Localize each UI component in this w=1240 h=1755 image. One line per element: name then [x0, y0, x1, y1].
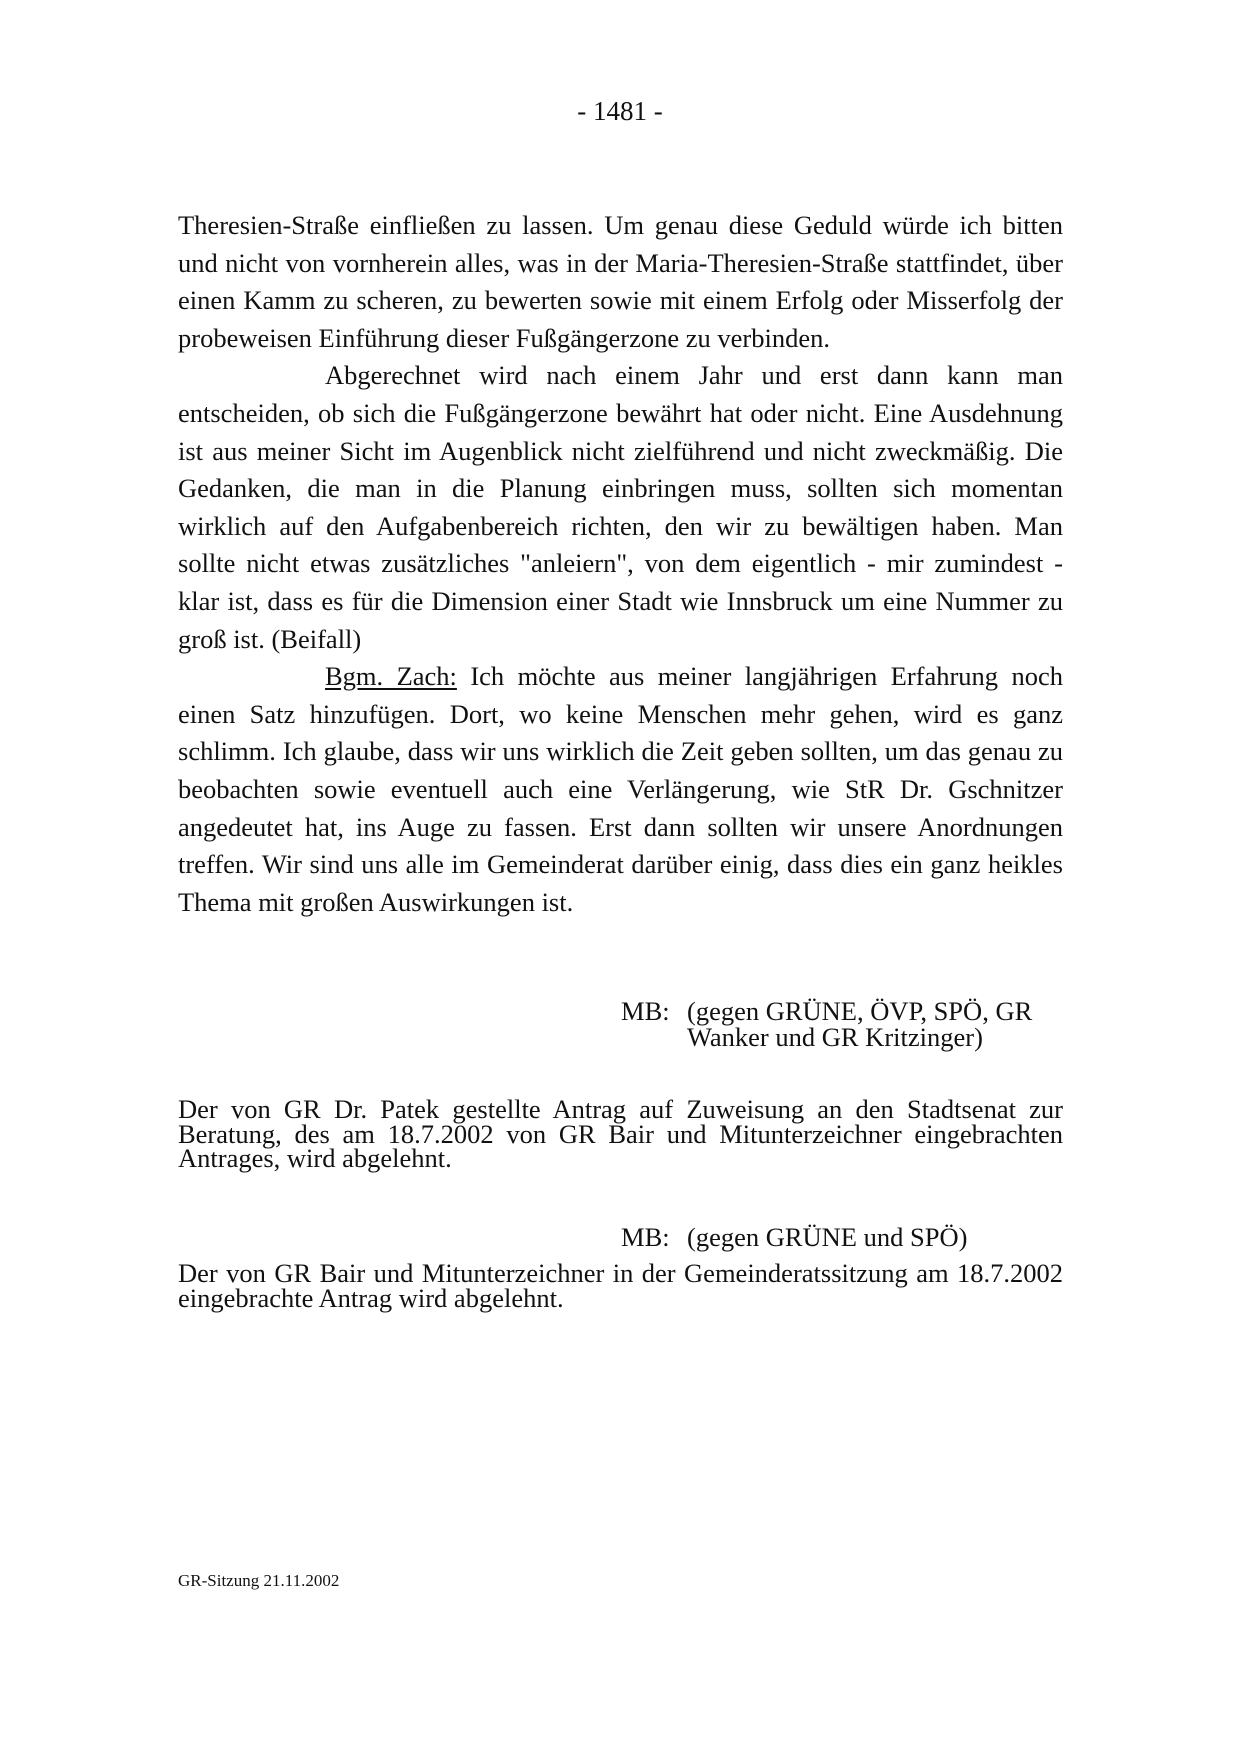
vote-label: MB:: [621, 996, 670, 1026]
vote-result-1: [621, 998, 1063, 1050]
vote-result-2: [621, 1224, 1063, 1250]
speaker-remark: Ich möchte aus meiner langjährigen Erfahrung noch einen Satz hinzufügen. Dort, wo keine Menschen mehr gehen, wird es ganz schlimm. Ich glaube, dass wir uns wirklich die Zeit geben sollten, um das genau zu beobachten sowie eventuell auch eine Verlängerung, wie StR Dr. Gschnitzer angedeutet hat, ins Auge zu fassen. Erst dann sollten wir unsere Anordnungen treffen. Wir sind uns alle im Gemeinderat darüber einig, dass dies ein ganz heikles Thema mit großen Auswirkungen ist.: [178, 661, 1063, 917]
vote-detail: (gegen GRÜNE und SPÖ): [687, 1222, 968, 1252]
body-text: [178, 207, 1063, 921]
paragraph-mayor-remark: [178, 658, 1063, 921]
vote-label: MB:: [621, 1222, 670, 1252]
paragraph-statement: Abgerechnet wird nach einem Jahr und erst dann kann man entscheiden, ob sich die Fußgängerzone bewährt hat oder nicht. Eine Ausdehnung ist aus meiner Sicht im Augenblick nicht zielführend und nicht zweckmäßig. Die Gedanken, die man in die Planung einbringen muss, sollten sich momentan wirklich auf den Aufgabenbereich richten, den wir zu bewältigen haben. Man sollte nicht etwas zusätzliches "anleiern", von dem eigentlich - mir zumindest - klar ist, dass es für die Dimension einer Stadt wie Innsbruck um eine Nummer zu groß ist. (Beifall): [178, 360, 1063, 654]
page-number: - 1481 -: [577, 96, 663, 126]
paragraph-continuation: Theresien-Straße einfließen zu lassen. Um genau diese Geduld würde ich bitten und nicht von vornherein alles, was in der Maria-Theresien-Straße stattfindet, über einen Kamm zu scheren, zu bewerten sowie mit einem Erfolg oder Misserfolg der probeweisen Einführung dieser Fußgängerzone zu verbinden.: [178, 210, 1063, 353]
speaker-name: Bgm. Zach:: [325, 661, 457, 692]
vote-detail: (gegen GRÜNE, ÖVP, SPÖ, GR Wanker und GR Kritzinger): [687, 996, 1033, 1052]
resolution-2: Der von GR Bair und Mitunterzeichner in der Gemeinderatssitzung am 18.7.2002 eingebrachte Antrag wird abgelehnt.: [178, 1258, 1063, 1313]
footer-session-date: GR-Sitzung 21.11.2002: [178, 1571, 340, 1590]
resolution-1: Der von GR Dr. Patek gestellte Antrag auf Zuweisung an den Stadtsenat zur Beratung, des am 18.7.2002 von GR Bair und Mitunterzeichner eingebrachten Antrages, wird abgelehnt.: [178, 1094, 1063, 1173]
